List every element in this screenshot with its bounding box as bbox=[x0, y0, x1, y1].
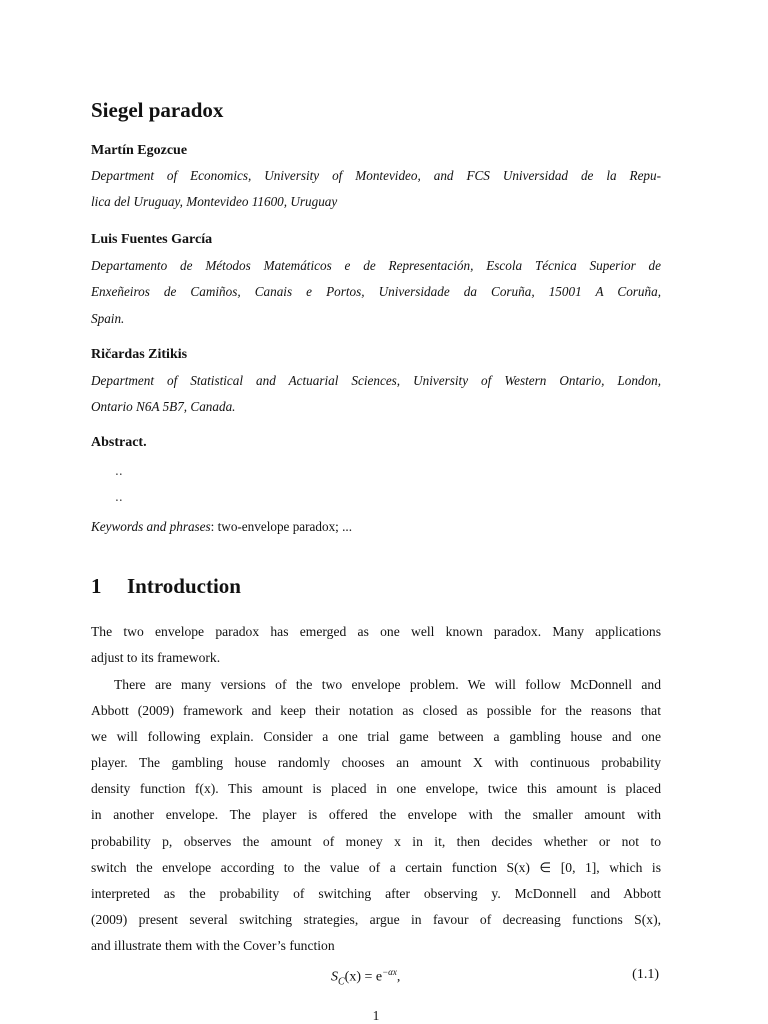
text-line: and illustrate them with the Cover’s function bbox=[91, 937, 335, 953]
affiliation-line: Spain. bbox=[91, 310, 125, 326]
affiliation-line: Department of Statistical and Actuarial Sciences, University of Western Ontario, London, bbox=[91, 373, 661, 388]
section-heading bbox=[91, 574, 241, 599]
text-line: The two envelope paradox has emerged as one well known paradox. Many applications bbox=[91, 624, 661, 639]
author-affiliation bbox=[91, 253, 661, 332]
keywords-label: Keywords and phrases bbox=[91, 519, 211, 534]
keywords bbox=[91, 519, 352, 535]
text-line: Abbott (2009) framework and keep their notation as closed as possible for the reasons that bbox=[91, 703, 661, 719]
author-affiliation bbox=[91, 368, 661, 421]
affiliation-line: Enxeñeiros de Camiños, Canais e Portos, Universidade da Coruña, 15001 A Coruña, bbox=[91, 284, 661, 300]
paragraph bbox=[91, 672, 661, 959]
text-line: player. The gambling house randomly chooses an amount X with continuous probability bbox=[91, 755, 661, 771]
equation-body bbox=[331, 967, 400, 987]
eq-exponent: −αx bbox=[382, 967, 397, 977]
text-line: There are many versions of the two envelope problem. We will follow McDonnell and bbox=[114, 677, 661, 692]
text-line: adjust to its framework. bbox=[91, 650, 221, 666]
affiliation-line: lica del Uruguay, Montevideo 11600, Uruguay bbox=[91, 194, 338, 210]
author-name: Luis Fuentes García bbox=[91, 232, 213, 247]
author-affiliation bbox=[91, 163, 661, 216]
abstract-placeholder: .. bbox=[115, 464, 123, 478]
text-line: density function f(x). This amount is placed in one envelope, twice this amount is placed bbox=[91, 781, 661, 797]
page-number: 1 bbox=[372, 1008, 380, 1023]
equation bbox=[91, 967, 661, 993]
eq-tail: , bbox=[396, 969, 401, 985]
keywords-text: : two-envelope paradox; ... bbox=[210, 519, 353, 534]
equation-number: (1.1) bbox=[632, 967, 659, 982]
text-line: in another envelope. The player is offered the envelope with the smaller amount with bbox=[91, 807, 661, 823]
section-number: 1 bbox=[91, 574, 102, 598]
author-name: Ričardas Zitikis bbox=[91, 347, 188, 362]
eq-symbol: S bbox=[331, 969, 338, 985]
paragraph bbox=[91, 619, 661, 671]
author-name: Martín Egozcue bbox=[91, 143, 188, 158]
affiliation-line: Departamento de Métodos Matemáticos e de Representación, Escola Técnica Superior de bbox=[91, 258, 661, 273]
affiliation-line: Ontario N6A 5B7, Canada. bbox=[91, 399, 236, 415]
affiliation-line: Department of Economics, University of Montevideo, and FCS Universidad de la Repu- bbox=[91, 168, 661, 183]
section-title: Introduction bbox=[127, 574, 241, 598]
abstract-placeholder: .. bbox=[115, 490, 123, 504]
text-line: probability p, observes the amount of money x in it, then decides whether or not to bbox=[91, 833, 661, 849]
paper-title: Siegel paradox bbox=[91, 98, 224, 122]
text-line: (2009) present several switching strategies, argue in favour of decreasing functions S(x), bbox=[91, 911, 661, 927]
text-line: interpreted as the probability of switching after observing y. McDonnell and Abbott bbox=[91, 885, 661, 901]
text-line: switch the envelope according to the value of a certain function S(x) ∈ [0, 1], which is bbox=[91, 859, 661, 875]
text-line: we will following explain. Consider a one trial game between a gambling house and one bbox=[91, 729, 661, 745]
eq-subscript: C bbox=[338, 976, 345, 988]
eq-argument: (x) = e bbox=[344, 969, 383, 985]
abstract-heading: Abstract. bbox=[91, 435, 147, 450]
